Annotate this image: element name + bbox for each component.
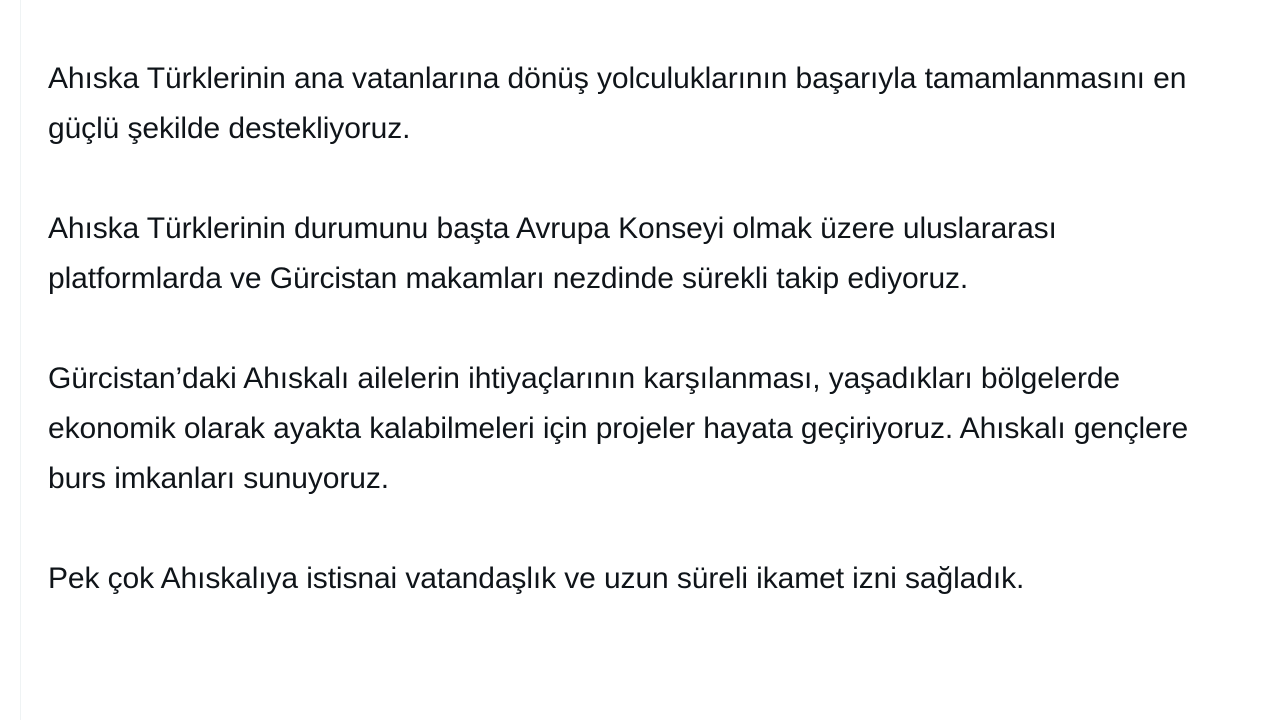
paragraph-projects-scholarships: Gürcistan’daki Ahıskalı ailelerin ihtiyaçlarının karşılanması, yaşadıkları bölgelerde ekonomik olarak ayakta kalabilmeleri için projeler hayata geçiriyoruz. Ahıskalı gençlere burs imkanları sunuyoruz. <box>48 362 1197 495</box>
paragraph-spacer <box>48 304 1233 354</box>
paragraph-spacer <box>48 154 1233 204</box>
paragraph-spacer <box>48 4 1233 54</box>
left-margin-rail <box>0 0 21 720</box>
article-body <box>48 0 1233 720</box>
paragraph-spacer <box>48 504 1233 554</box>
paragraph-international-platforms: Ahıska Türklerinin durumunu başta Avrupa Konseyi olmak üzere uluslararası platformlarda ve Gürcistan makamları nezdinde sürekli takip ediyoruz. <box>48 212 1066 295</box>
paragraph-return-journey: Ahıska Türklerinin ana vatanlarına dönüş yolculuklarının başarıyla tamamlanmasını en güçlü şekilde destekliyoruz. <box>48 62 1195 145</box>
paragraph-citizenship-residence: Pek çok Ahıskalıya istisnai vatandaşlık ve uzun süreli ikamet izni sağladık. <box>48 562 1025 595</box>
